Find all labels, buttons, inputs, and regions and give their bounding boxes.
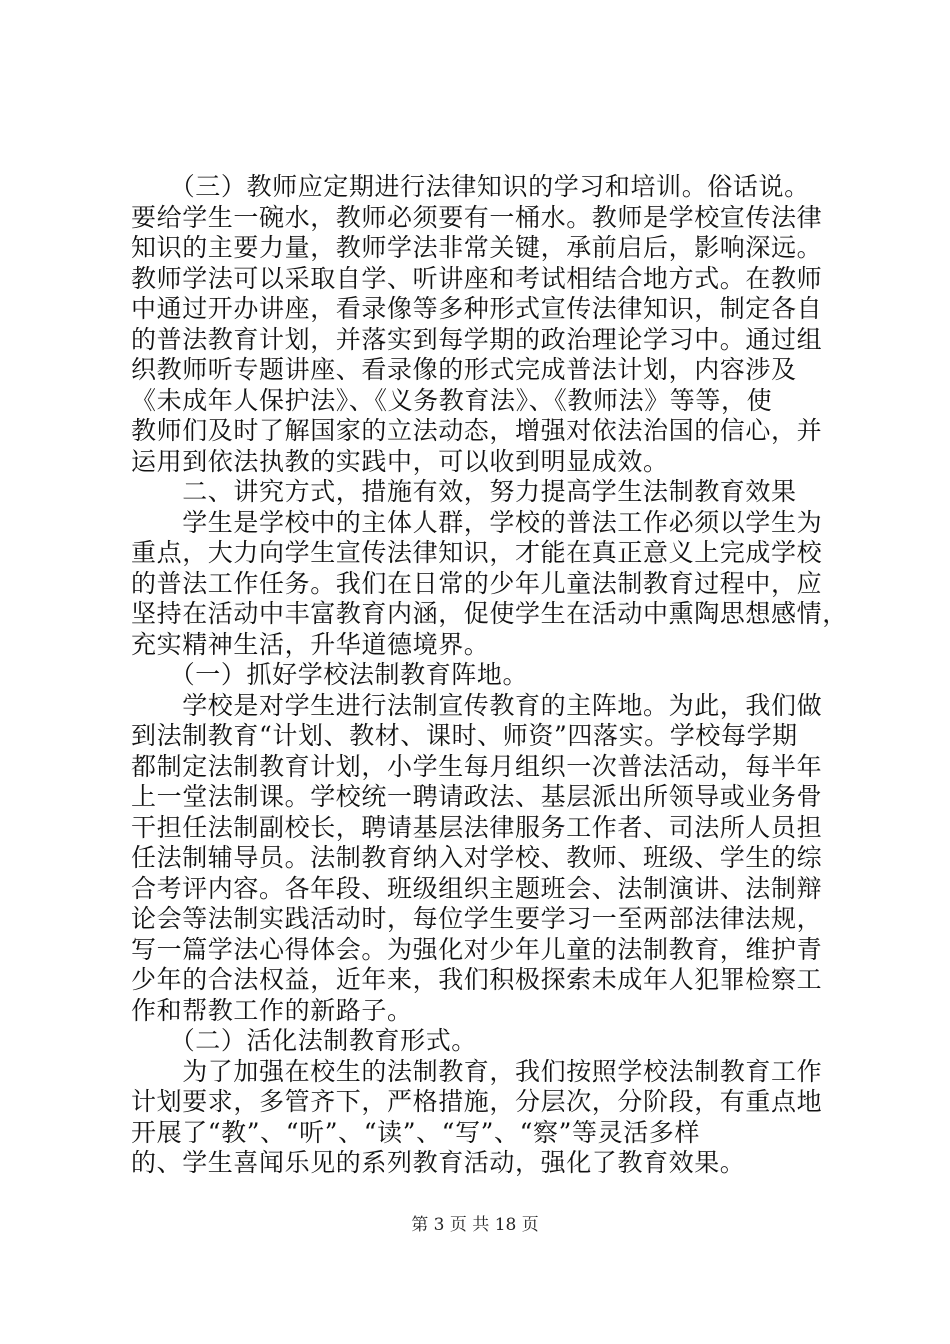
subsection-heading: （二）活化法制教育形式。 (131, 1026, 477, 1055)
text-line: 教师们及时了解国家的立法动态，增强对依法治国的信心，并 (131, 416, 823, 445)
text-line: 的普法工作任务。我们在日常的少年儿童法制教育过程中，应 (131, 568, 823, 598)
text-line: 织教师听专题讲座、看录像的形式完成普法计划，内容涉及 (131, 355, 797, 384)
text-line: 运用到依法执教的实践中，可以收到明显成效。 (131, 446, 669, 476)
text-line: 干担任法制副校长，聘请基层法律服务工作者、司法所人员担 (131, 812, 823, 842)
text-line: 任法制辅导员。法制教育纳入对学校、教师、班级、学生的综 (131, 843, 823, 872)
text-line: 都制定法制教育计划，小学生每月组织一次普法活动，每半年 (131, 751, 823, 781)
text-line: 写一篇学法心得体会。为强化对少年儿童的法制教育，维护青 (131, 934, 823, 964)
text-line: 重点，大力向学生宣传法律知识，才能在真正意义上完成学校 (131, 538, 823, 567)
text-line: 论会等法制实践活动时，每位学生要学习一至两部法律法规， (131, 904, 823, 933)
text-line: 开展了“教”、“听”、“读”、“写”、“察”等灵活多样 (131, 1117, 701, 1147)
text-line: 教师学法可以采取自学、听讲座和考试相结合地方式。在教师 (131, 263, 823, 293)
page-number-footer: 第 3 页 共 18 页 (411, 1215, 539, 1235)
text-line: 作和帮教工作的新路子。 (131, 995, 413, 1025)
text-line: 《未成年人保护法》、《义务教育法》、《教师法》等等，使 (131, 385, 773, 415)
text-line: 学生是学校中的主体人群，学校的普法工作必须以学生为 (131, 507, 823, 537)
text-line: 充实精神生活，升华道德境界。 (131, 629, 490, 659)
text-line: 少年的合法权益，近年来，我们积极探索未成年人犯罪检察工 (131, 965, 823, 994)
text-line: 学校是对学生进行法制宣传教育的主阵地。为此，我们做 (131, 690, 823, 720)
section-heading: 二、讲究方式，措施有效，努力提高学生法制教育效果 (131, 477, 797, 506)
subsection-heading: （一）抓好学校法制教育阵地。 (131, 660, 529, 689)
text-line: 中通过开办讲座，看录像等多种形式宣传法律知识，制定各自 (131, 294, 823, 323)
text-line: （三）教师应定期进行法律知识的学习和培训。俗话说。 (131, 172, 810, 201)
text-line: 到法制教育“计划、教材、课时、师资”四落实。学校每学期 (131, 721, 798, 750)
text-line: 上一堂法制课。学校统一聘请政法、基层派出所领导或业务骨 (131, 782, 823, 811)
text-line: 的普法教育计划，并落实到每学期的政治理论学习中。通过组 (131, 324, 823, 354)
text-line: 要给学生一碗水，教师必须要有一桶水。教师是学校宣传法律 (131, 202, 823, 232)
text-line: 坚持在活动中丰富教育内涵，促使学生在活动中熏陶思想感情， (131, 599, 848, 628)
text-line: 知识的主要力量，教师学法非常关键，承前启后，影响深远。 (131, 233, 823, 262)
text-line: 为了加强在校生的法制教育，我们按照学校法制教育工作 (131, 1056, 823, 1086)
text-line: 的、学生喜闻乐见的系列教育活动，强化了教育效果。 (131, 1148, 746, 1177)
text-line: 计划要求，多管齐下，严格措施，分层次，分阶段，有重点地 (131, 1087, 823, 1116)
text-line: 合考评内容。各年段、班级组织主题班会、法制演讲、法制辩 (131, 873, 823, 903)
body-text (131, 172, 848, 1179)
